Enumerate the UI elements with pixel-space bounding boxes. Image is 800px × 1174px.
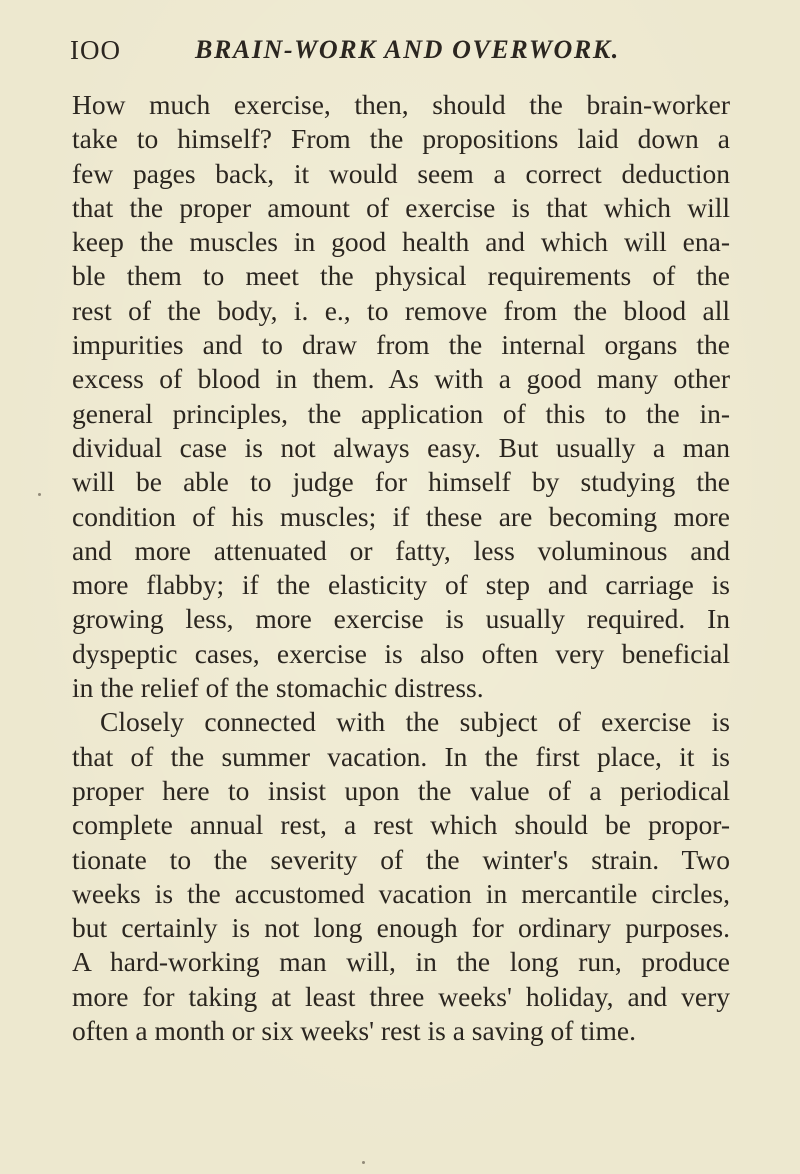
text-line: more for taking at least three weeks' holiday, and very: [72, 980, 730, 1012]
text-line: A hard-working man will, in the long run, produce: [72, 946, 730, 978]
text-line: excess of blood in them. As with a good many other: [72, 363, 730, 395]
text-line: that the proper amount of exercise is that which will: [72, 191, 730, 223]
text-line: more flabby; if the elasticity of step and carriage is: [72, 569, 730, 601]
text-line: few pages back, it would seem a correct deduction: [72, 157, 730, 189]
body-text: [72, 88, 730, 1048]
text-line: but certainly is not long enough for ordinary purposes.: [72, 912, 730, 944]
text-line: keep the muscles in good health and which will ena-: [72, 226, 730, 258]
paper-speck: [38, 493, 41, 496]
text-line: rest of the body, i. e., to remove from the blood all: [72, 294, 730, 326]
text-line: weeks is the accustomed vacation in mercantile circles,: [72, 877, 730, 909]
paragraph-first-line: Closely connected with the subject of exercise is: [100, 706, 730, 738]
text-line: proper here to insist upon the value of a periodical: [72, 774, 730, 806]
text-line: that of the summer vacation. In the first place, it is: [72, 740, 730, 772]
text-line: and more attenuated or fatty, less voluminous and: [72, 534, 730, 566]
text-line: impurities and to draw from the internal organs the: [72, 329, 730, 361]
page-header: [68, 30, 748, 70]
page-number: IOO: [70, 35, 121, 65]
paragraph-last-line: in the relief of the stomachic distress.: [72, 672, 484, 704]
text-line: will be able to judge for himself by studying the: [72, 466, 730, 498]
running-head: BRAIN-WORK AND OVERWORK.: [195, 35, 620, 64]
text-line: growing less, more exercise is usually required. In: [72, 603, 730, 635]
text-line: ble them to meet the physical requirements of the: [72, 260, 730, 292]
text-line: take to himself? From the propositions laid down a: [72, 123, 730, 155]
text-line: tionate to the severity of the winter's strain. Two: [72, 843, 730, 875]
text-line: condition of his muscles; if these are becoming more: [72, 500, 730, 532]
text-line: How much exercise, then, should the brain-worker: [72, 89, 730, 120]
paragraph-last-line: often a month or six weeks' rest is a saving of time.: [72, 1015, 637, 1047]
text-line: dyspeptic cases, exercise is also often very beneficial: [72, 637, 730, 669]
text-line: dividual case is not always easy. But usually a man: [72, 431, 730, 463]
text-line: complete annual rest, a rest which should be propor-: [72, 809, 730, 841]
paper-speck: [362, 1161, 365, 1164]
text-line: general principles, the application of this to the in-: [72, 397, 730, 429]
